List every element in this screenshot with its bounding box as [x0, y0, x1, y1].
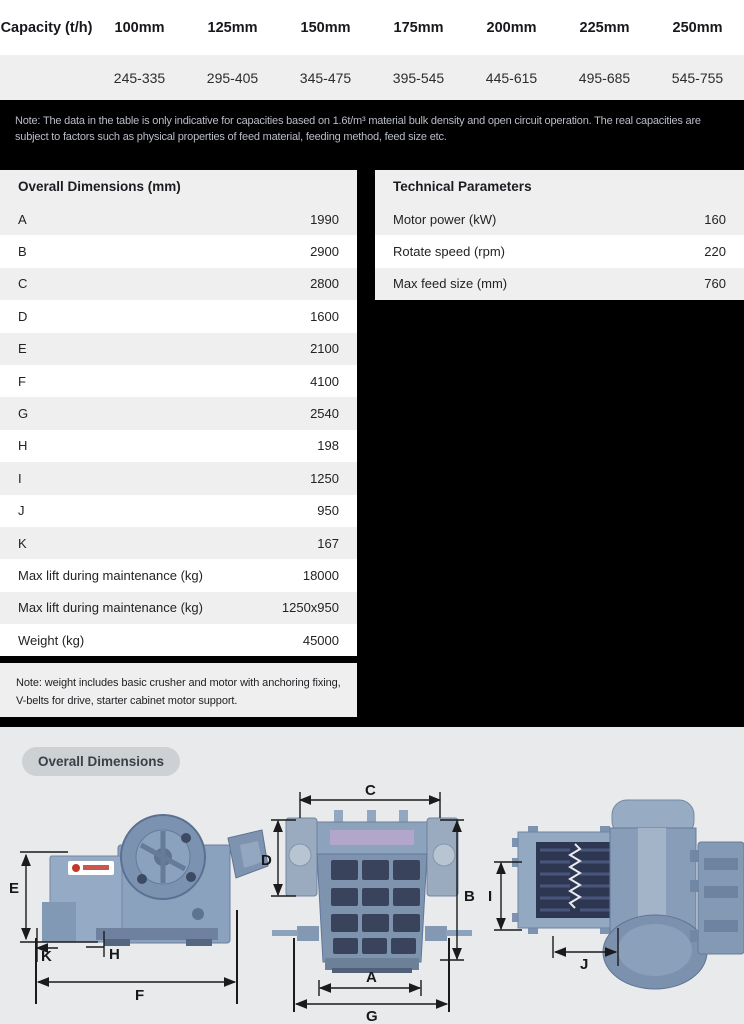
table-row [0, 333, 357, 365]
row-value: 2100 [310, 341, 339, 357]
row-value: 760 [704, 276, 726, 292]
capacity-value-cell: 545-755 [671, 69, 724, 86]
row-label: Rotate speed (rpm) [393, 244, 505, 260]
side-view-drawing [9, 815, 268, 1004]
parameters-table-rows [375, 203, 744, 300]
row-value: 45000 [302, 632, 339, 648]
dimensions-table-title: Overall Dimensions (mm) [0, 170, 357, 203]
capacity-value-row [0, 55, 744, 100]
capacity-col-header: 100mm [114, 19, 165, 36]
parameters-table-title: Technical Parameters [375, 170, 744, 203]
capacity-value-cell: 495-685 [578, 69, 631, 86]
dim-label-c: C [365, 782, 376, 799]
row-label: B [18, 244, 27, 260]
row-value: 2540 [310, 406, 339, 422]
brand-logo [68, 861, 114, 875]
dim-label-k: K [41, 948, 52, 965]
row-value: 1250x950 [281, 600, 339, 616]
row-label: G [18, 406, 29, 422]
dim-label-b: B [464, 888, 475, 905]
row-label: A [18, 211, 27, 227]
table-row [0, 300, 357, 332]
capacity-header-row [0, 0, 744, 55]
table-row [375, 203, 744, 235]
capacity-col-header: Capacity (t/h) [0, 19, 93, 36]
table-row [0, 365, 357, 397]
table-row [0, 268, 357, 300]
table-row [375, 268, 744, 300]
capacity-note: Note: The data in the table is only indicative for capacities based on 1.6t/m³ material bulk density and open circuit operation. The real capacities are subject to factors such as physical properties of feed material, feeding method, feed size etc. [0, 100, 744, 168]
capacity-value-cell: 245-335 [113, 69, 166, 86]
crusher-side-illustration [42, 815, 268, 946]
weight-note: Note: weight includes basic crusher and motor with anchoring fixing, V-belts for drive, starter cabinet motor support. [0, 663, 357, 717]
row-label: Max lift during maintenance (kg) [18, 567, 203, 583]
spec-tables-section [0, 168, 744, 727]
crusher-front-illustration [272, 810, 472, 973]
row-value: 220 [704, 244, 726, 260]
row-value: 160 [704, 211, 726, 227]
overall-dimensions-section [0, 727, 744, 1024]
table-row [0, 462, 357, 494]
row-label: I [18, 470, 22, 486]
dim-label-h: H [109, 946, 120, 963]
row-label: Max feed size (mm) [393, 276, 508, 292]
capacity-col-header: 125mm [207, 19, 258, 36]
row-value: 198 [317, 438, 339, 454]
table-row [375, 235, 744, 267]
dim-label-d: D [261, 852, 272, 869]
front-view-drawing [261, 782, 475, 1024]
table-row [0, 495, 357, 527]
row-label: E [18, 341, 27, 357]
capacity-value-cell: 445-615 [485, 69, 538, 86]
crusher-top-illustration [512, 800, 744, 989]
table-row [0, 592, 357, 624]
row-label: F [18, 373, 26, 389]
table-row [0, 430, 357, 462]
dim-label-e: E [9, 880, 20, 897]
row-value: 167 [317, 535, 339, 551]
row-value: 4100 [310, 373, 339, 389]
dim-label-g: G [366, 1008, 378, 1024]
table-row [0, 235, 357, 267]
row-label: D [18, 308, 28, 324]
parameters-table [375, 170, 744, 300]
top-view-drawing [488, 800, 744, 989]
row-label: Weight (kg) [18, 632, 85, 648]
dim-label-f: F [135, 987, 145, 1004]
dim-label-a: A [366, 969, 377, 986]
capacity-table [0, 0, 744, 100]
row-value: 1600 [310, 308, 339, 324]
capacity-value-cell: 295-405 [206, 69, 259, 86]
row-label: J [18, 503, 25, 519]
row-label: K [18, 535, 27, 551]
table-row [0, 559, 357, 591]
table-row [0, 527, 357, 559]
row-value: 1990 [310, 211, 339, 227]
dimensions-table [0, 170, 357, 656]
table-row [0, 624, 357, 656]
dim-label-i: I [488, 888, 493, 905]
capacity-value-cell: 395-545 [392, 69, 445, 86]
row-value: 2900 [310, 244, 339, 260]
row-label: Motor power (kW) [393, 211, 497, 227]
capacity-col-header: 150mm [300, 19, 351, 36]
row-label: C [18, 276, 28, 292]
row-label: H [18, 438, 28, 454]
capacity-value-cell: 345-475 [299, 69, 352, 86]
dim-label-j: J [580, 956, 589, 973]
overall-dimensions-badge: Overall Dimensions [22, 747, 180, 776]
capacity-col-header: 175mm [393, 19, 444, 36]
row-value: 950 [317, 503, 339, 519]
capacity-col-header: 200mm [486, 19, 537, 36]
capacity-col-header: 250mm [672, 19, 723, 36]
table-row [0, 397, 357, 429]
row-label: Max lift during maintenance (kg) [18, 600, 203, 616]
capacity-col-header: 225mm [579, 19, 630, 36]
table-row [0, 203, 357, 235]
row-value: 18000 [302, 567, 339, 583]
row-value: 1250 [310, 470, 339, 486]
row-value: 2800 [310, 276, 339, 292]
dimensions-table-rows [0, 203, 357, 656]
